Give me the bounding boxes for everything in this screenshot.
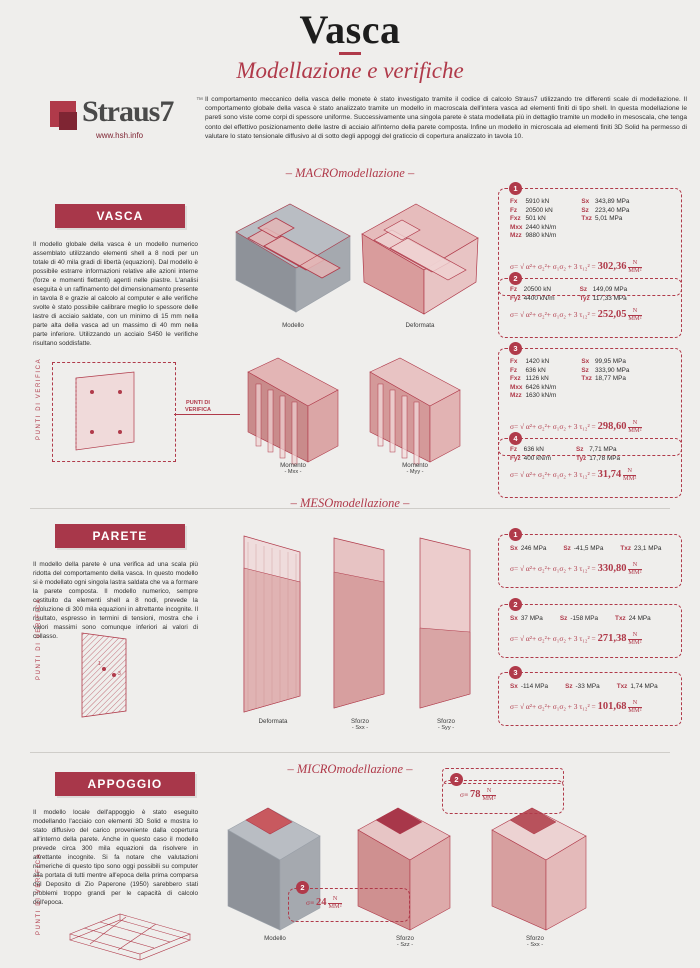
paragraph-appoggio: Il modello locale dell'appoggio è stato eseguito modellando l'acciaio con elementi 3D Solid e mostra lo stato diffusivo del carico proveniente dalla copertura all'interno della parete. Anche in questo caso il modello prevede circa 300 mila equazioni da risolvere in altrettante incognite. Si fa notare che valutazioni numeriche di questo tipo sono oggi possibili su computer alla portata di tutti mentre all'epoca della prima comparsa del Deposito di Zio Paperone (1950) sarebbero stati problemi troppo grandi per le capacità di calcolo dell'epoca. [33, 809, 198, 906]
cell-key2: Sx [581, 198, 590, 205]
cell-key2: Sz [581, 366, 589, 374]
cell-key: Fx [510, 358, 518, 365]
cell-val2: -158 MPa [570, 615, 599, 622]
cell-key: Fx [510, 198, 518, 205]
panel-micro-1-equation: σ≡ 78 $\frac{N}{\text{MM²}}$ [460, 787, 496, 802]
figure-momento-mxx [238, 350, 348, 460]
cell-key2: Txz [581, 215, 592, 223]
banner-appoggio: APPOGGIO [55, 772, 195, 796]
panel-meso-2 [498, 604, 682, 658]
cell-key: Mzz [510, 232, 522, 240]
paragraph-parete: Il modello della parete è una verifica ad una scala più ridotta del comportamento della vasca. In questo modello si è modellato ogni singola lastra saldata che va a formare la parete composta. Il modello numerico, sempre costituito da elementi shell a 8 nodi, prevede la risoluzione di 300 mila equazioni in altrettante incognite. Il risultato, espresso in termini di tensioni, mostra che i valori massimi sono comunque inferiori ai valori di collasso. [33, 561, 198, 640]
caption-modello-macro: Modello [282, 322, 304, 329]
cell-val2: 5,01 MPa [595, 215, 623, 223]
cell-key: Fz [510, 366, 518, 374]
cell-key: Mxx [510, 223, 523, 231]
vertical-label-punti-verifica-2: PUNTI DI VERIFICA [36, 597, 42, 680]
cell-val2: 7,71 MPa [589, 446, 617, 453]
cell-key: Sx [510, 683, 518, 690]
title-divider [339, 52, 361, 55]
caption-deformata-macro: Deformata [405, 322, 435, 329]
logo-square-inner-icon [59, 112, 77, 130]
banner-parete: PARETE [55, 524, 185, 548]
panel-macro-4-badge: 4 [509, 432, 522, 445]
cell-key2: Sx [581, 358, 590, 365]
cell-val: 636 kN [525, 366, 546, 374]
caption-sforzo-szz-micro: Sforzo - Szz - [396, 935, 414, 948]
panel-macro-1-badge: 1 [509, 182, 522, 195]
cell-key: Fxz [510, 375, 521, 383]
cell-val: 6426 kN/m [525, 383, 557, 391]
panel-macro-2-badge: 2 [509, 272, 522, 285]
cell-val2: 99,95 MPa [595, 358, 626, 365]
logo-wordmark: Straus7 [82, 95, 174, 128]
figure-punti-verifica-plate [62, 368, 167, 456]
panel-macro-3-table [510, 358, 632, 401]
svg-text:3: 3 [118, 671, 121, 677]
caption-modello-micro: Modello [264, 935, 286, 942]
figure-sforzo-syy-meso [406, 528, 486, 718]
vertical-label-punti-verifica-1: PUNTI DI VERIFICA [36, 357, 42, 440]
svg-text:1: 1 [98, 661, 101, 667]
figure-deformata-macro [350, 188, 490, 318]
cell-val: 246 MPa [520, 545, 547, 552]
cell-val2: 223,40 MPa [595, 206, 630, 214]
cell-key2: Sz [579, 286, 588, 293]
panel-micro-2-equation: σ≡ 24 $\frac{N}{\text{MM²}}$ [306, 895, 342, 910]
vertical-label-punti-verifica-3: PUNTI DI VERIFICA [36, 852, 42, 935]
figure-sforzo-sxx-meso [320, 528, 400, 718]
cell-val2: 18,77 MPa [595, 375, 626, 383]
cell-val: -114 MPa [520, 683, 549, 690]
caption-sforzo-sxx-micro: Sforzo - Sxx - [526, 935, 544, 948]
cell-val: 9880 kN/m [525, 232, 557, 240]
panel-meso-3-equation: σ= √ α²+ σ₂²+ σ₁σ₂ + 3 τ₁₂² = 101,68 $\frac{N}{\text{MM²}}$ [510, 699, 642, 714]
paragraph-vasca: Il modello globale della vasca è un modello numerico assemblato utilizzando elementi shell a 8 nodi per un totale di 40 mila gradi di libertà (equazioni). Dal modello è possibile estrarre informazioni relative alle azioni interne (forze e momenti flettenti) agenti nelle piastre. L'analisi eseguita è un raffinamento del dimensionamento presente in tavola 8 e grazie al calcolo al computer e alle verifiche svolte è stato possibile calibrare meglio lo spessore delle lastre di acciaio saldate, con un minimo di 15 mm nella parte alta della vasca ad un massimo di 40 mm nella parte inferiore. Utilizzando un acciaio S450 le verifiche risultano soddisfatte. [33, 241, 198, 347]
cell-val2: 343,89 MPa [595, 198, 630, 205]
cell-key3: Txz [615, 615, 626, 622]
panel-macro-4-equation: σ= √ α²+ σ₂²+ σ₁σ₂ + 3 τ₁₂² = 31,74 $\frac{N}{\text{MM²}}$ [510, 467, 637, 482]
caption-sforzo-sxx-meso: Sforzo - Sxx - [351, 718, 369, 731]
cell-val: 2440 kN/m [525, 223, 557, 231]
panel-macro-4-table [510, 446, 623, 463]
cell-key: Fz [510, 286, 518, 293]
figure-parete-punti-verifica [58, 625, 168, 725]
cell-val: 501 kN [525, 215, 546, 223]
cell-key: Sx [510, 545, 518, 552]
leader-line-punti-verifica [174, 414, 240, 415]
section-title-macro: – MACROmodellazione – [285, 166, 415, 180]
caption-momento-myy: Momento - Myy - [402, 462, 428, 475]
cell-key: Fz [510, 206, 518, 214]
panel-macro-1-table [510, 198, 632, 241]
cell-key: Fyz [510, 454, 521, 462]
section-title-meso: – MESOmodellazione – [290, 496, 410, 510]
cell-val: 37 MPa [520, 615, 543, 622]
cell-val3: 24 MPa [628, 615, 651, 622]
cell-val: 1630 kN/m [525, 392, 557, 400]
figure-momento-myy [360, 350, 470, 460]
cell-key: Fyz [510, 294, 521, 302]
cell-val: 20500 kN [525, 206, 553, 214]
panel-macro-2-table [510, 286, 630, 303]
panel-micro-2-badge: 2 [296, 881, 309, 894]
panel-meso-1-badge: 1 [509, 528, 522, 541]
caption-deformata-meso: Deformata [258, 718, 288, 725]
caption-sforzo-syy-meso: Sforzo - Syy - [437, 718, 455, 731]
cell-val: 636 kN [523, 446, 544, 453]
cell-key: Mzz [510, 392, 522, 400]
cell-val2: -33 MPa [575, 683, 600, 690]
panel-meso-3-badge: 3 [509, 666, 522, 679]
cell-key: Fxz [510, 215, 521, 223]
panel-meso-2-table [510, 615, 654, 624]
cell-key3: Txz [616, 683, 628, 690]
cell-key: Sx [510, 615, 518, 622]
cell-val: 400 kN/m [523, 454, 552, 462]
panel-macro-3-equation: σ= √ α²+ σ₂²+ σ₁σ₂ + 3 τ₁₂² = 298,60 $\frac{N}{\text{MM²}}$ [510, 419, 642, 434]
cell-key2: Sz [559, 615, 568, 622]
cell-key2: Sz [565, 683, 573, 690]
cell-val2: 333,90 MPa [595, 366, 630, 374]
panel-micro-1-badge: 2 [450, 773, 463, 786]
panel-macro-1-equation: σ= √ α²+ σ₂²+ σ₁σ₂ + 3 τ₁₂² = 302,36 $\frac{N}{\text{MM²}}$ [510, 259, 642, 274]
figure-deformata-meso [228, 528, 318, 718]
cell-val3: 23,1 MPa [634, 545, 662, 552]
cell-val: 1420 kN [525, 358, 550, 365]
panel-meso-1-table [510, 545, 664, 554]
cell-val: 1126 kN [525, 375, 549, 383]
panel-macro-3-badge: 3 [509, 342, 522, 355]
cell-key3: Txz [620, 545, 632, 552]
cell-val: 4400 kN/m [523, 294, 555, 302]
caption-momento-mxx: Momento - Mxx - [280, 462, 306, 475]
logo-url: www.hsh.info [96, 131, 144, 140]
cell-key2: Tyz [579, 294, 590, 302]
panel-meso-3-table [510, 683, 661, 692]
logo-trademark: ™ [196, 97, 203, 104]
divider-2 [30, 752, 670, 753]
banner-vasca: VASCA [55, 204, 185, 228]
cell-val2: 117,33 MPa [592, 294, 627, 302]
cell-key2: Sz [563, 545, 571, 552]
cell-key2: Sz [581, 206, 589, 214]
panel-meso-1-equation: σ= √ α²+ σ₂²+ σ₁σ₂ + 3 τ₁₂² = 330,80 $\frac{N}{\text{MM²}}$ [510, 561, 642, 576]
section-title-micro: – MICROmodellazione – [287, 762, 413, 776]
page-subtitle: Modellazione e verifiche [236, 58, 464, 83]
cell-key2: Sz [576, 446, 584, 453]
cell-val2: 149,09 MPa [592, 286, 628, 293]
panel-macro-2-equation: σ= √ α²+ σ₂²+ σ₁σ₂ + 3 τ₁₂² = 252,05 $\frac{N}{\text{MM²}}$ [510, 307, 642, 322]
page-title: Vasca [299, 7, 401, 52]
cell-val: 5910 kN [525, 198, 550, 205]
annotation-punti-di-verifica: PUNTI DI VERIFICA [184, 400, 212, 413]
intro-paragraph: Il comportamento meccanico della vasca delle monete è stato investigato tramite il codice di calcolo Straus7 utilizzando tre differenti scale di modellazione. Il comportamento globale della vasca è stato analizzato tramite un modello in macroscala dell'intera vasca ad elementi finiti di tipo shell. In questa modellazione le pareti sono viste come corpi di spessore uniforme. Successivamente una singola parete è stata modellata più in dettaglio tramite un modello in mesoscala, che tenga conto del effettivo posizionamento delle lastre di acciaio all'interno della parete composta. Infine un modello in microscala ad elementi finiti 3D Solid ha permesso di valutare lo stato tensionale diffusivo al di sotto degli appoggi del graticcio di copertura analizzato in tavola 10. [205, 96, 687, 140]
cell-key: Fz [510, 446, 518, 453]
figure-graticcio-sketch [60, 900, 200, 960]
figure-modello-macro [228, 188, 358, 318]
panel-meso-1 [498, 534, 682, 588]
cell-key2: Txz [581, 375, 592, 383]
cell-val3: 1,74 MPa [630, 683, 658, 690]
panel-meso-2-equation: σ= √ α²+ σ₂²+ σ₁σ₂ + 3 τ₁₂² = 271,38 $\frac{N}{\text{MM²}}$ [510, 631, 642, 646]
cell-val2: -41,5 MPa [573, 545, 604, 552]
cell-key: Mxx [510, 383, 523, 391]
straus7-logo [50, 95, 203, 150]
panel-meso-3 [498, 672, 682, 726]
cell-val: 20500 kN [523, 286, 552, 293]
cell-val2: 17,78 MPa [589, 454, 621, 462]
cell-key2: Tyz [576, 454, 587, 462]
panel-meso-2-badge: 2 [509, 598, 522, 611]
